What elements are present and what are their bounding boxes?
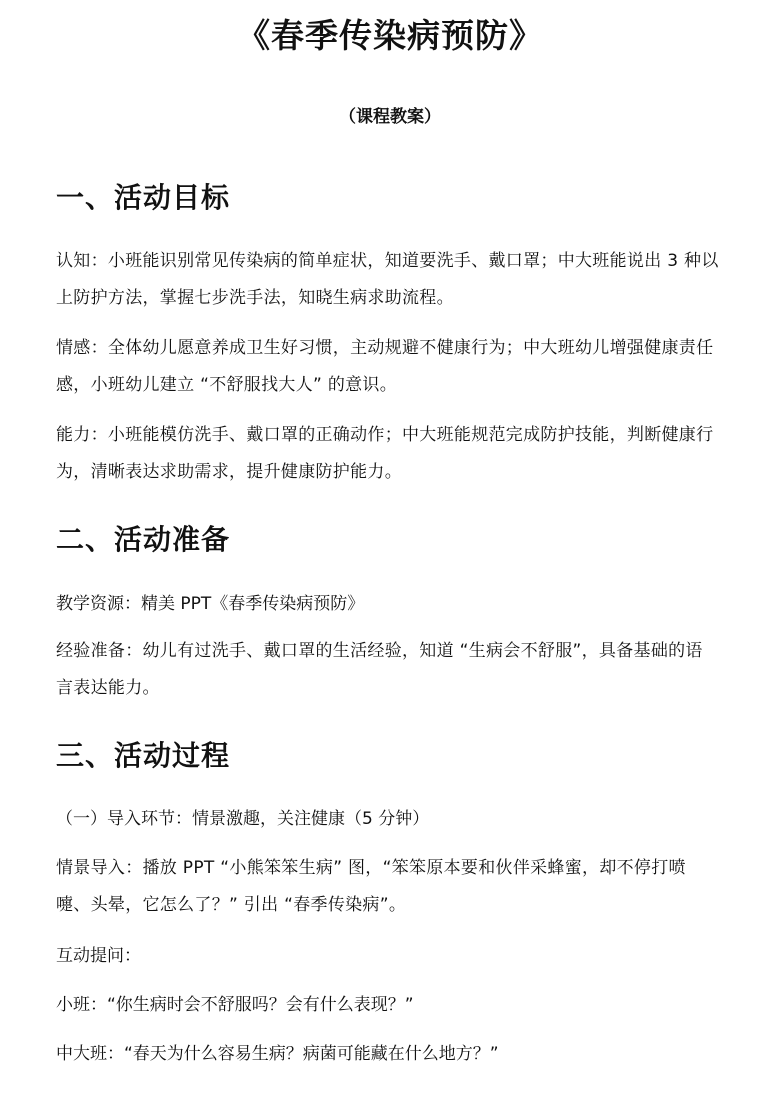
paragraph-experience: 经验准备：幼儿有过洗手、戴口罩的生活经验，知道 “生病会不舒服”，具备基础的语言表达能力。 [56, 641, 703, 698]
paragraph-large-class-question: 中大班：“春天为什么容易生病？病菌可能藏在什么地方？” [56, 1044, 499, 1064]
paragraph-scenario: 情景导入：播放 PPT “小熊笨笨生病” 图，“笨笨原本要和伙伴采蜂蜜，却不停打喷嚏、头晕，它怎么了？” 引出 “春季传染病”。 [56, 858, 686, 915]
paragraph-ability: 能力：小班能模仿洗手、戴口罩的正确动作；中大班能规范完成防护技能，判断健康行为，清晰表达求助需求，提升健康防护能力。 [56, 425, 714, 482]
section-heading-preparation: 二、活动准备 [56, 523, 231, 556]
document-subtitle: （课程教案） [339, 107, 441, 127]
paragraph-emotion: 情感：全体幼儿愿意养成卫生好习惯，主动规避不健康行为；中大班幼儿增强健康责任感，小班幼儿建立 “不舒服找大人” 的意识。 [56, 338, 714, 395]
paragraph-small-class-question: 小班：“你生病时会不舒服吗？会有什么表现？” [56, 995, 414, 1015]
paragraph-interaction-label: 互动提问： [56, 946, 141, 966]
paragraph-intro-step: （一）导入环节：情景激趣，关注健康（5 分钟） [56, 809, 430, 829]
paragraph-cognition: 认知：小班能识别常见传染病的简单症状，知道要洗手、戴口罩；中大班能说出 3 种以上防护方法，掌握七步洗手法，知晓生病求助流程。 [56, 251, 719, 308]
section-heading-goals: 一、活动目标 [56, 181, 231, 214]
paragraph-resources: 教学资源：精美 PPT《春季传染病预防》 [56, 594, 365, 614]
section-heading-process: 三、活动过程 [56, 739, 231, 772]
document-title: 《春季传染病预防》 [237, 16, 543, 55]
